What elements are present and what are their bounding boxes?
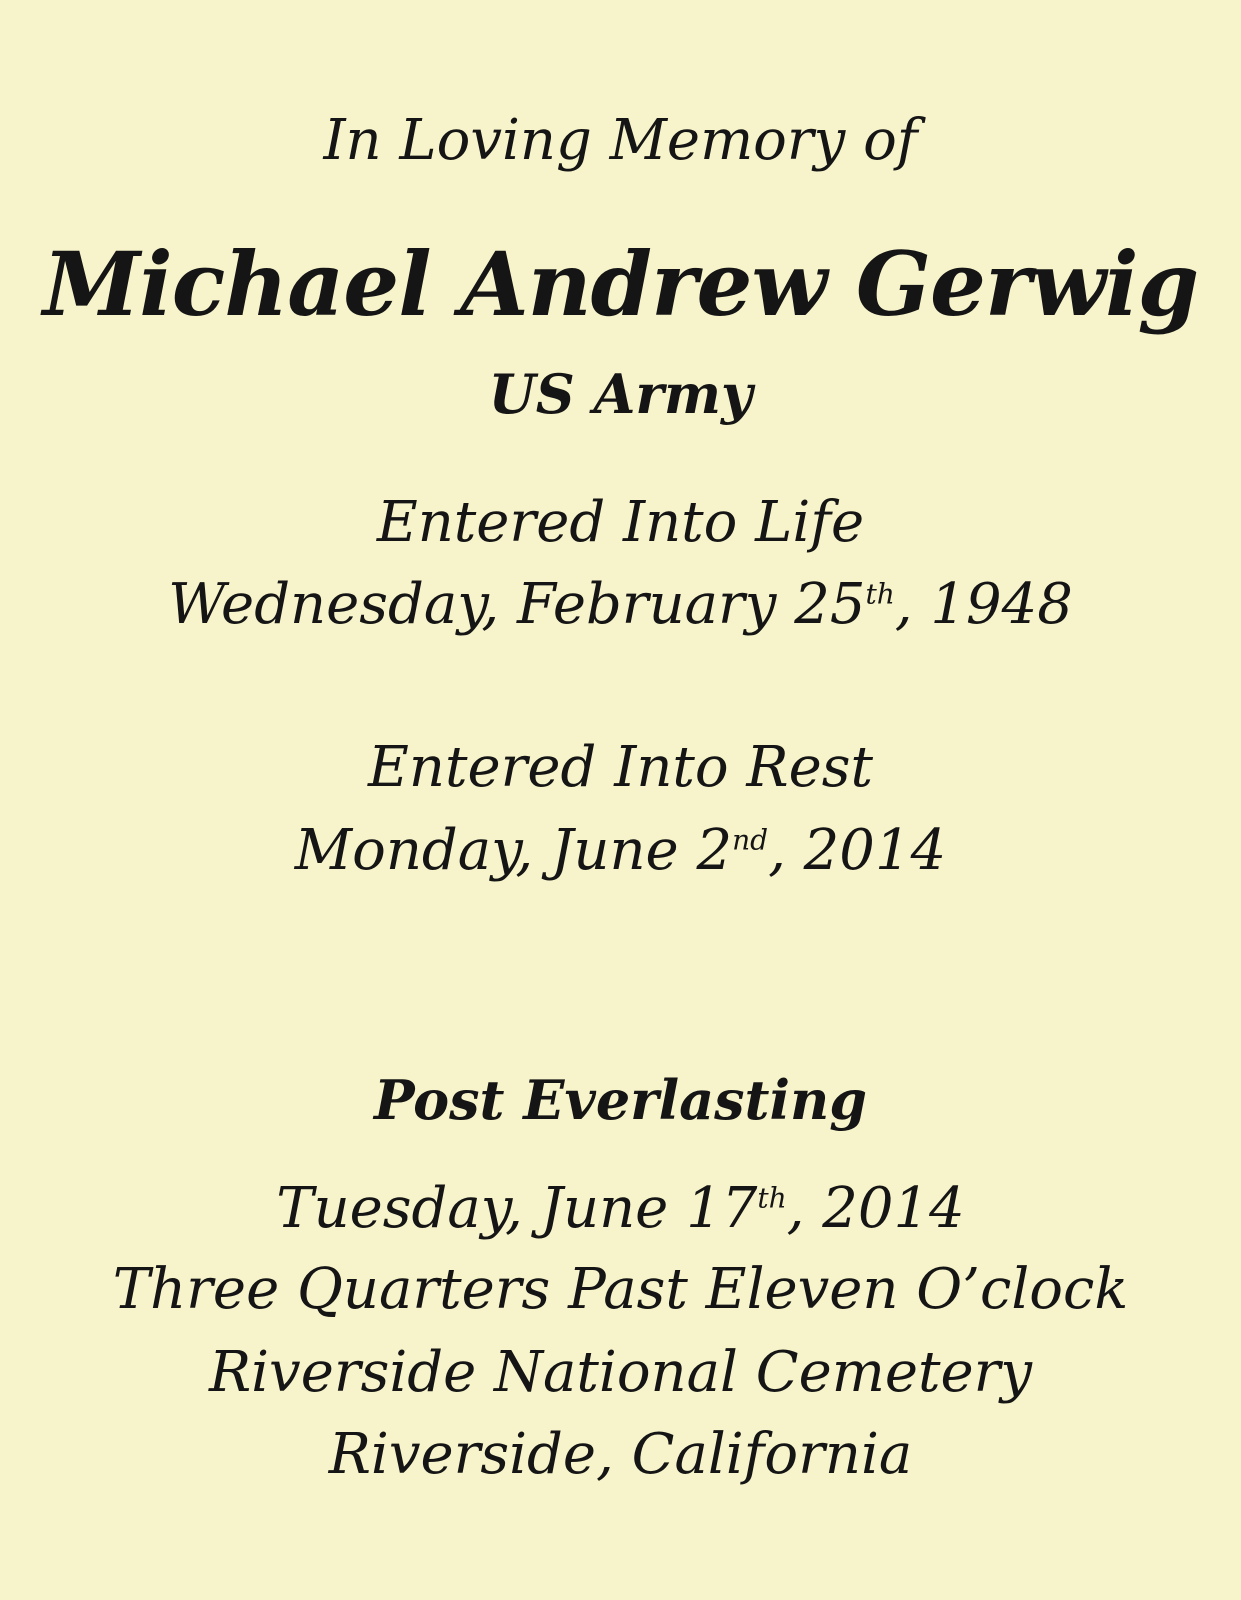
death-date-main: Monday, June 2 xyxy=(294,818,733,883)
service-time: Three Quarters Past Eleven O’clock xyxy=(112,1257,1129,1322)
military-branch: US Army xyxy=(488,362,753,426)
birth-date xyxy=(0,572,1241,637)
death-date-suffix: nd xyxy=(732,823,769,857)
service-date xyxy=(0,1176,1241,1241)
service-place: Riverside National Cemetery xyxy=(208,1340,1033,1405)
service-title: Post Everlasting xyxy=(373,1068,868,1132)
service-date-suffix: th xyxy=(757,1181,787,1215)
service-date-year: , 2014 xyxy=(786,1176,965,1241)
death-date xyxy=(0,818,1241,883)
deceased-name: Michael Andrew Gerwig xyxy=(42,232,1199,336)
birth-date-year: , 1948 xyxy=(894,572,1073,637)
intro-heading: In Loving Memory of xyxy=(323,108,918,173)
birth-date-suffix: th xyxy=(865,577,895,611)
service-city: Riverside, California xyxy=(328,1422,913,1487)
death-label: Entered Into Rest xyxy=(368,735,873,800)
service-date-main: Tuesday, June 17 xyxy=(276,1176,758,1241)
death-date-year: , 2014 xyxy=(768,818,947,883)
birth-date-main: Wednesday, February 25 xyxy=(168,572,866,637)
birth-label: Entered Into Life xyxy=(376,490,865,555)
